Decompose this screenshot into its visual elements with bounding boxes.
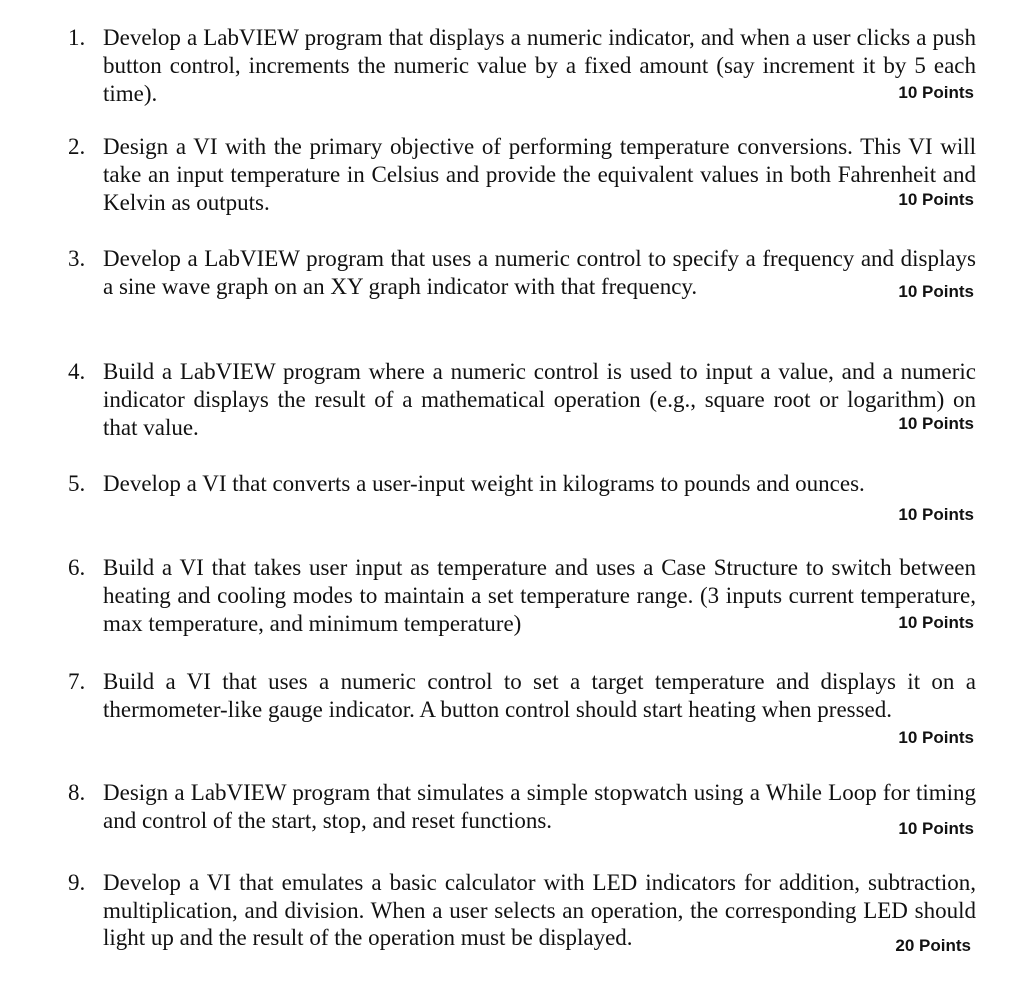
question-text: Design a VI with the primary objective of performing temperature conversions. This VI will take an input temperature in Celsius and provide the equivalent values in both Fahrenheit and Kelvin as outputs. [103,134,976,215]
points-label: 10 Points [898,282,974,301]
question-text: Develop a VI that emulates a basic calculator with LED indicators for addition, subtraction, multiplication, and division. When a user selects an operation, the corresponding LED should light up and the result of the operation must be displayed. [103,870,976,950]
question-6 [0,554,1024,638]
question-number: 4. [68,359,86,384]
question-number: 1. [68,25,86,50]
question-5 [0,470,1024,530]
question-number: 9. [68,870,86,895]
points-label: 10 Points [898,613,974,632]
question-3 [0,245,1024,305]
question-number: 8. [68,780,86,805]
question-number: 5. [68,471,86,496]
question-number: 3. [68,246,86,271]
question-number: 7. [68,669,86,694]
question-2 [0,133,1024,217]
question-7 [0,668,1024,752]
points-label: 20 Points [895,936,971,955]
points-label: 10 Points [898,728,974,747]
points-label: 10 Points [898,190,974,209]
question-9 [0,869,1024,959]
question-number: 6. [68,555,86,580]
question-text: Develop a LabVIEW program that uses a numeric control to specify a frequency and displays a sine wave graph on an XY graph indicator with that frequency. [103,246,976,299]
question-text: Develop a LabVIEW program that displays a numeric indicator, and when a user clicks a push button control, increments the numeric value by a fixed amount (say increment it by 5 each time). [103,25,976,106]
points-label: 10 Points [898,83,974,102]
question-text: Design a LabVIEW program that simulates a simple stopwatch using a While Loop for timing and control of the start, stop, and reset functions. [103,780,976,833]
question-1 [0,24,1024,108]
question-text: Build a VI that takes user input as temperature and uses a Case Structure to switch between heating and cooling modes to maintain a set temperature range. (3 inputs current temperature, max temperature, and minimum temperature) [103,555,976,636]
question-number: 2. [68,134,86,159]
question-text: Build a LabVIEW program where a numeric control is used to input a value, and a numeric indicator displays the result of a mathematical operation (e.g., square root or logarithm) on that value. [103,359,976,440]
question-text: Build a VI that uses a numeric control to set a target temperature and displays it on a thermometer-like gauge indicator. A button control should start heating when pressed. [103,669,976,722]
points-label: 10 Points [898,414,974,433]
question-4 [0,358,1024,442]
question-text: Develop a VI that converts a user-input weight in kilograms to pounds and ounces. [103,471,865,496]
points-label: 10 Points [898,505,974,524]
question-8 [0,779,1024,839]
points-label: 10 Points [898,819,974,838]
